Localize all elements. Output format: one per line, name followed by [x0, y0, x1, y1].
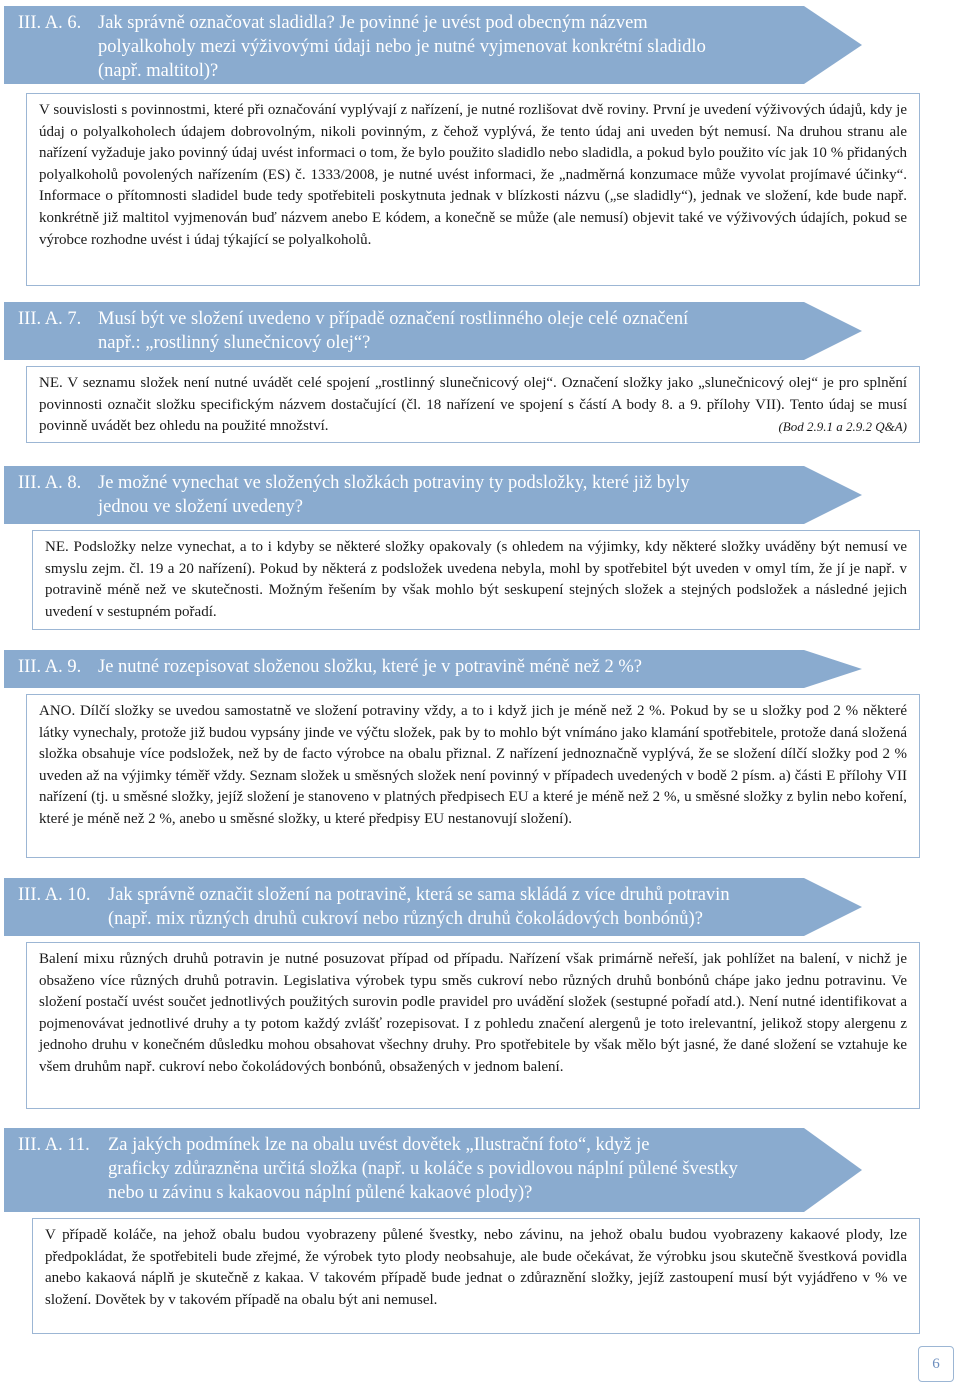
question-number: III. A. 9. — [18, 657, 82, 677]
answer-text: NE. V seznamu složek není nutné uvádět celé spojení „rostlinný slunečnicový olej“. Označení složky jako „slunečnicový olej“ je pro splnění povinnosti označit složku specifickým názvem dostačující (čl. 18 nařízení ve spojení s částí A body 8. a 9. přílohy VII). Tento údaj se musí povinně uvádět bez ohledu na použité množství. (Bod 2.9.1 a 2.9.2 Q&A) — [39, 373, 907, 438]
question-number: III. A. 6. — [18, 13, 82, 33]
answer-text: NE. Podsložky nelze vynechat, a to i kdyby se některé složky opakovaly (s ohledem na výjimky, kdy některé složky uváděny být nemusí ve smyslu zejm. čl. 19 a 20 nařízení). Pokud by některá z podsložek uvedena nebyla, mohl by spotřebitel být uveden v omyl tím, že jí je např. v potravině méně než ve skutečnosti. Možným řešením by však mohlo být seskupení stejných složek a stejných podsložek a následné jejich uvedení v sestupném pořadí. — [45, 539, 907, 620]
question-text: Musí být ve složení uvedeno v případě označení rostlinného oleje celé označení např.: „rostlinný slunečnicový olej“? — [98, 309, 689, 353]
arrow-shape — [804, 466, 862, 524]
answer-box-7 — [26, 366, 920, 443]
answer-box-11 — [32, 1218, 920, 1334]
arrow-shape — [804, 1128, 862, 1212]
question-number: III. A. 8. — [18, 473, 82, 493]
answer-text: ANO. Dílčí složky se uvedou samostatně ve složení potraviny vždy, a to i když jich je méně než 2 %. Pokud by se u složky pod 2 % některé látky vynechaly, protože již budou vypsány jinde ve výčtu složek, pak by to mohlo být vnímáno jako klamání spotřebitele, protože daná složená složka obsahuje více podsložek, než by de facto výrobce na obalu přiznal. Z nařízení jednoznačně vyplývá, že se složení dílčí složky pod 2 % uveden až na výjimky téměř vždy. Seznam složek u směsných složek není povinný v případech uvedených v bodě 2 písm. a) části E přílohy VII nařízení (tj. u směsné složky, jejíž složení je stanoveno v platných předpisech EU a které je méně než 2 %, u směsné složky z bylin nebo koření, které je méně než 2 %, anebo u směsné složky, u které předpisy EU nestanovují složení). — [39, 703, 907, 827]
answer-box-6 — [26, 93, 920, 286]
arrow-shape — [804, 650, 862, 688]
answer-box-8 — [32, 530, 920, 630]
arrow-shape — [804, 878, 862, 936]
arrow-shape — [804, 302, 862, 360]
question-number: III. A. 10. — [18, 885, 91, 905]
question-bar-8 — [4, 466, 804, 524]
question-text: Za jakých podmínek lze na obalu uvést dovětek „Ilustrační foto“, když je graficky zdůrazněna určitá složka (např. u koláče s povidlovou náplní půlené švestky nebo u závinu s kakaovou náplní půlené kakaové plody)? — [108, 1135, 738, 1203]
question-text: Je možné vynechat ve složených složkách potraviny ty podsložky, které již byly jednou ve složení uvedeny? — [98, 473, 690, 517]
answer-text: V souvislosti s povinnostmi, které při označování vyplývají z nařízení, je nutné rozlišovat dvě roviny. První je uvedení výživových údajů, kdy je údaj o polyalkoholech údajem dobrovolným, nikoli povinným, z čehož vyplývá, že tento údaj ani uveden být nemusí. Na druhou stranu ale nařízení vyžaduje jako povinný údaj uvést informaci o tom, že bylo použito sladidlo nebo sladidla, a pokud bylo použito víc jak 10 % přidaných polyalkoholů povolených nařízením (ES) č. 1333/2008, je nutné uvést informaci, že „nadměrná konzumace může vyvolat projímavé účinky“. Informace o přítomnosti sladidel bude tedy spotřebiteli poskytnuta jednak v blízkosti názvu („se sladidly“), jednak ve složení, kde bude např. konkrétně již maltitol vyjmenován buď názvem anebo E kódem, a konečně se může (ale nemusí) objevit také ve výživových údajích, pokud se výrobce rozhodne uvést i údaj týkající se polyalkoholů. — [39, 102, 907, 248]
question-number: III. A. 11. — [18, 1135, 90, 1155]
question-bar-9 — [4, 650, 804, 688]
question-text: Jak správně označovat sladidla? Je povinné je uvést pod obecným názvem polyalkoholy mezi výživovými údaji nebo je nutné vyjmenovat konkrétní sladidlo (např. maltitol)? — [98, 13, 706, 81]
question-bar-11 — [4, 1128, 804, 1212]
reference: (Bod 2.9.1 a 2.9.2 Q&A) — [778, 419, 907, 435]
answer-box-9 — [26, 694, 920, 858]
question-text: Je nutné rozepisovat složenou složku, které je v potravině méně než 2 %? — [98, 657, 643, 677]
question-number: III. A. 7. — [18, 309, 82, 329]
answer-text: Balení mixu různých druhů potravin je nutné posuzovat případ od případu. Nařízení však primárně neřeší, jak pohlížet na balení, v nichž je obsaženo více různých druhů potravin. Legislativa výrobek typu směs cukroví nebo různých druhů bonbónů chápe jako jednu potravinu. Ve složení postačí uvést součet jednotlivých použitých surovin podle pravidel pro uvádění složek (sestupné pořadí atd.). Není nutné identifikovat a pojmenovávat jednotlivé druhy a ty potom každý zvlášť rozepisovat. I z pohledu značení alergenů je toto irelevantní, jelikož stopy alergenu z jednoho druhu v konečném důsledku mohou obsahovat všechny druhy. Pro spotřebitele by však mělo být jasné, že dané složení se vztahuje ke všem druhům např. cukroví nebo čokoládových bonbónů, obsažených v jednom balení. — [39, 951, 907, 1075]
question-bar-6 — [4, 6, 804, 84]
answer-box-10 — [26, 942, 920, 1109]
answer-text: V případě koláče, na jehož obalu budou vyobrazeny půlené švestky, nebo závinu, na jehož obalu budou vyobrazeny kakaové plody, lze předpokládat, že spotřebiteli bude zřejmé, že výrobek tyto plody neobsahuje, ale bude očekávat, že výrobku jsou skutečně švestková povidla anebo kakaová náplň je skutečně z kakaa. V takovém případě bude jednat o zdůraznění složky, jejíž zastoupení musí být vyjádřeno v % ve složení. Dovětek by v takovém případě na obalu být ani nemusel. — [45, 1227, 907, 1308]
arrow-shape — [804, 6, 862, 84]
question-bar-7 — [4, 302, 804, 360]
question-bar-10 — [4, 878, 804, 936]
question-text: Jak správně označit složení na potravině, která se sama skládá z více druhů potravin (např. mix různých druhů cukroví nebo různých druhů čokoládových bonbónů)? — [108, 885, 730, 929]
page-number: 6 — [918, 1346, 954, 1382]
